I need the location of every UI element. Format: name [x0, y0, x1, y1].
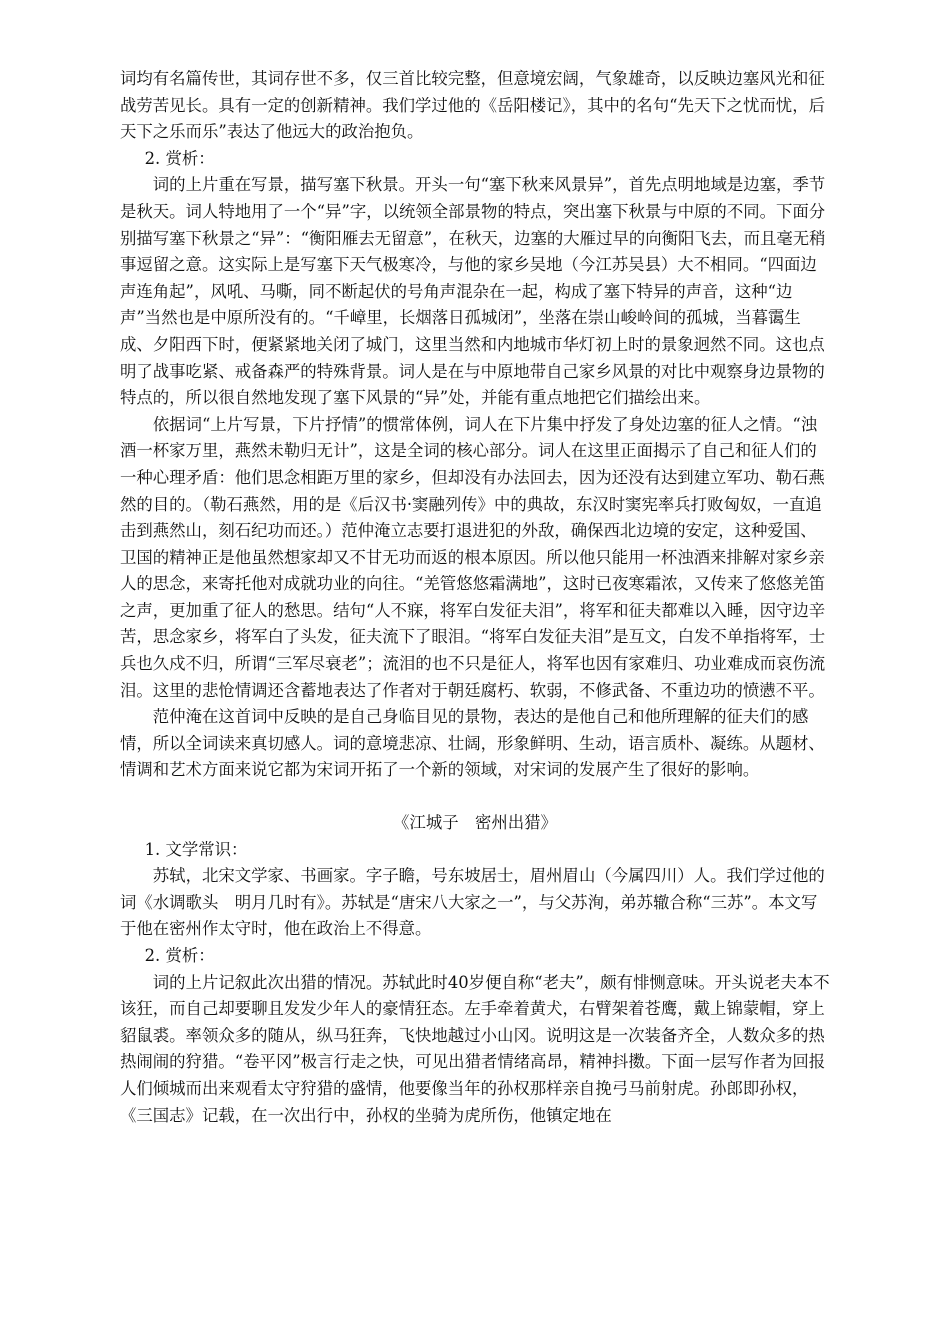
section2-title: 《江城子 密州出猎》 [393, 813, 557, 833]
section1-analysis-paragraph-3: 范仲淹在这首词中反映的是自己身临目见的景物，表达的是他自己和他所理解的征夫们的感情，所以全词读来真切感人。词的意境悲凉、壮阔，形象鲜明、生动，语言质朴、凝练。从题材、情调和艺术方面来说它都为宋词开拓了一个新的领域，对宋词的发展产生了很好的影响。 [120, 707, 825, 780]
section1-analysis-paragraph-1: 词的上片重在写景，描写塞下秋景。开头一句“塞下秋来风景异”，首先点明地域是边塞，季节是秋天。词人特地用了一个“异”字，以统领全部景物的特点，突出塞下秋景与中原的不同。下面分别描写塞下秋景之“异”：“衡阳雁去无留意”，在秋天，边塞的大雁过早的向衡阳飞去，而且毫无稍事逗留之意。这实际上是写塞下天气极寒冷，与他的家乡吴地（今江苏吴县）大不相同。“四面边声连角起”，风吼、马嘶，同不断起伏的号角声混杂在一起，构成了塞下特异的声音，这种“边声”当然也是中原所没有的。“千嶂里，长烟落日孤城闭”，坐落在崇山峻岭间的孤城，当暮霭生成、夕阳西下时，便紧紧地关闭了城门，这里当然和内地城市华灯初上时的景象迥然不同。这也点明了战事吃紧、戒备森严的特殊背景。词人是在与中原地带自己家乡风景的对比中观察身边景物的特点的，所以很自然地发现了塞下风景的“异”处，并能有重点地把它们描绘出来。 [120, 175, 826, 408]
section2-literary-knowledge-paragraph: 苏轼，北宋文学家、书画家。字子瞻，号东坡居士，眉州眉山（今属四川）人。我们学过他的词《水调歌头 明月几时有》。苏轼是“唐宋八大家之一”，与父苏洵，弟苏辙合称“三苏”。本文写于他在密州作太守时，他在政治上不得意。 [120, 866, 825, 939]
section1-analysis-paragraph-2: 依据词“上片写景，下片抒情”的惯常体例，词人在下片集中抒发了身处边塞的征人之情。“浊酒一杯家万里，燕然未勒归无计”，这是全词的核心部分。词人在这里正面揭示了自己和征人们的一种心理矛盾：他们思念相距万里的家乡，但却没有办法回去，因为还没有达到建立军功、勒石燕然的目的。（勒石燕然，用的是《后汉书·窦融列传》中的典故，东汉时窦宪率兵打败匈奴，一直追击到燕然山，刻石纪功而还。）范仲淹立志要打退进犯的外敌，确保西北边境的安定，这种爱国、卫国的精神正是他虽然想家却又不甘无功而返的根本原因。所以他只能用一杯浊酒来排解对家乡亲人的思念，来寄托他对成就功业的向往。“羌管悠悠霜满地”，这时已夜寒霜浓，又传来了悠悠羌笛之声，更加重了征人的愁思。结句“人不寐，将军白发征夫泪”，将军和征夫都难以入睡，因守边辛苦，思念家乡，将军白了头发，征夫流下了眼泪。“将军白发征夫泪”是互文，白发不单指将军，士兵也久戍不归，所谓“三军尽衰老”；流泪的也不只是征人，将军也因有家难归、功业难成而哀伤流泪。这里的悲怆情调还含蓄地表达了作者对于朝廷腐朽、软弱，不修武备、不重边功的愤懑不平。 [120, 414, 826, 700]
section1-item-2-heading: 2. 赏析： [144, 148, 215, 168]
section2-item-2-heading: 2. 赏析： [144, 946, 215, 965]
intro-paragraph: 词均有名篇传世，其词存世不多，仅三首比较完整，但意境宏阔，气象雄奇，以反映边塞风光和征战劳苦见长。具有一定的创新精神。我们学过他的《岳阳楼记》，其中的名句“先天下之忧而忧，后天下之乐而乐”表达了他远大的政治抱负。 [120, 69, 825, 142]
section2-analysis-paragraph: 词的上片记叙此次出猎的情况。苏轼此时40岁便自称“老夫”，颇有悱恻意味。开头说老夫本不该狂，而自己却要聊且发发少年人的豪情狂态。左手牵着黄犬，右臂架着苍鹰，戴上锦蒙帽，穿上貂鼠裘。率领众多的随从，纵马狂奔，飞快地越过小山冈。说明这是一次装备齐全，人数众多的热热闹闹的狩猎。“卷平冈”极言行走之快，可见出猎者情绪高昂，精神抖擞。下面一层写作者为回报人们倾城而出来观看太守狩猎的盛情，他要像当年的孙权那样亲自挽弓马前射虎。孙郎即孙权，《三国志》记载，在一次出行中，孙权的坐骑为虎所伤，他镇定地在 [120, 972, 830, 1125]
section2-item-1-heading: 1. 文学常识： [144, 839, 248, 859]
